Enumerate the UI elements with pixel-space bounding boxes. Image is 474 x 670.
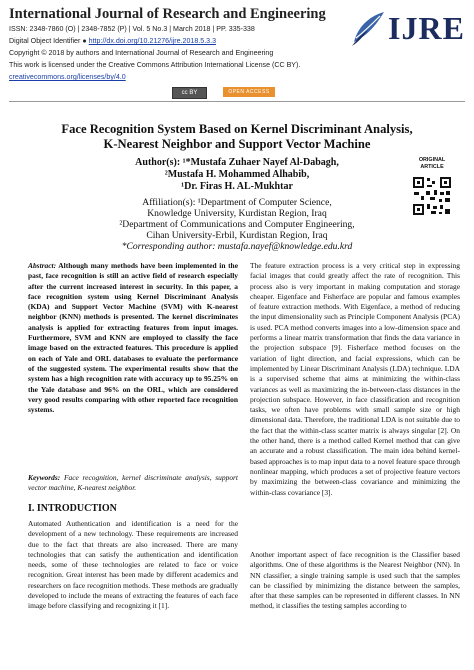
leaf-logo-icon xyxy=(348,8,388,48)
logo-text: IJRE xyxy=(388,10,465,46)
title-line-2: K-Nearest Neighbor and Support Vector Machine xyxy=(103,137,371,151)
keywords xyxy=(28,473,238,494)
abstract-label: Abstract: xyxy=(28,261,57,270)
keywords-label: Keywords: xyxy=(28,473,61,482)
doi-icon: ● xyxy=(82,37,87,45)
journal-title: International Journal of Research and Engineering xyxy=(9,6,326,22)
doi-prefix: Digital Object Identifier xyxy=(9,37,81,45)
right-column-paragraph-1: The feature extraction process is a very critical step in expressing facial images that could greatly affect the rate of recognition. This process also is very important in making computation and storage cheaper. Eigenface and Fisherface are popular and famous examples of feature extraction methods. With Eigenface, a method of reducing the input dimensionality such as Principle Component Analysis (PCA) is used. PCA method converts images into a low-dimension space and performs a linear matrix transformation that finds the data variance in the projection subspace [9]. Fisherface method focuses on the variation of light direction, and facial expressions, which can be implemented by Linear Discriminant Analysis (LDA) technique. LDA is a supervised scheme that aims at minimizing the within-class variances as well as maximizing the in-between-class distances in the projection subspace. However, in face classification and recognition tasks, we often have problems with small sample size or high dimensional data. Therefore, the traditional LDA is not suitable due to the fact that the within-class scatter matrix is always singular [2]. On the other hand, there is a method called Kernel method that can give an accurate and a robust classification. The main idea behind kernel-based approaches is to map input data to a novel feature space through nonlinear mapping, which produces a set of projective feature vectors by maximizing the between-class covariance and minimizing the within-class covariance [3]. xyxy=(250,261,460,497)
title-line-1: Face Recognition System Based on Kernel Discriminant Analysis, xyxy=(61,122,413,136)
affiliation-1: Affiliation(s): ¹Department of Computer Science, xyxy=(142,197,332,208)
doi-link[interactable]: http://dx.doi.org/10.21276/ijre.2018.5.3.3 xyxy=(88,37,217,45)
paper-title xyxy=(0,122,474,152)
abstract-text: Although many methods have been implemented in the past, face recognition is still an active field of research especially after the current increased interest in security. In this paper, a face recognition system using Kernel Discriminant Analysis (KDA) and Support Vector Machine (SVM) with K-nearest neighbor (KNN) methods is presented. The kernel discriminates analysis is applied for extracting features from input images. Furthermore, SVM and KNN are employed to classify the face image based on the extracted features. This procedure is applied on each of Yale and ORL databases to evaluate the performance of the suggested system. The experimental results show that the system has a high recognition rate with accuracy up to 95.25% on the Yale database and 96% on the ORL, which are considered very good results comparing with other reported face recognition systems. xyxy=(28,261,238,415)
issn-line: ISSN: 2348-7860 (O) | 2348-7852 (P) | Vol. 5 No.3 | March 2018 | PP. 335-338 xyxy=(9,25,255,33)
author-3: ¹Dr. Firas H. AL-Mukhtar xyxy=(181,181,293,192)
introduction-text: Automated Authentication and identification is a need for the development of a new technology. These requirements are increased due to the fact that threats are also increased. There are many technologies that can satisfy the authentication and identification needs, some of these technologies are related to face or voice recognition. Great interest has been made by different academics and researchers on face recognition methods. These methods are gradually developed to include the means of extracting the features of each face image before classifying and recognizing it [1]. xyxy=(28,519,238,611)
original-article-label: ORIGINAL ARTICLE xyxy=(418,157,446,170)
affiliation-3: ²Department of Communications and Computer Engineering, xyxy=(119,219,355,230)
ijre-logo xyxy=(348,8,468,48)
right-column-paragraph-2: Another important aspect of face recognition is the Classifier based algorithms. One of these algorithms is the Nearest Neighbor (NN). In NN classifier, a single training sample is used such that the samples can be classified by minimizing the distance between the samples, after that these samples can be represented in different classes. In NN method, it classifies the testing samples according to xyxy=(250,550,460,611)
corresponding-author: *Corresponding author: mustafa.nayef@knowledge.edu.krd xyxy=(121,241,353,252)
header-divider xyxy=(9,101,465,102)
open-access-badge: OPEN ACCESS xyxy=(223,87,275,97)
license-link-line xyxy=(9,73,126,81)
qr-code-icon[interactable] xyxy=(412,176,452,216)
doi-line xyxy=(9,37,216,45)
license-line: This work is licensed under the Creative Commons Attribution International License (CC BY). xyxy=(9,61,301,69)
affiliation-4: Cihan University-Erbil, Kurdistan Region, Iraq xyxy=(146,230,328,241)
author-1: Author(s): ¹*Mustafa Zuhaer Nayef Al-Dabagh, xyxy=(135,157,339,168)
cc-by-badge[interactable]: cc BY xyxy=(172,87,207,99)
keywords-text: Face recognition, kernel discriminate analysis, support vector machine, K-nearest neighbor. xyxy=(28,473,238,493)
section-heading-introduction: I. INTRODUCTION xyxy=(28,503,117,514)
license-link[interactable]: creativecommons.org/licenses/by/4.0 xyxy=(9,73,126,81)
copyright-line: Copyright © 2018 by authors and International Journal of Research and Engineering xyxy=(9,49,274,57)
abstract xyxy=(28,261,238,415)
affiliation-2: Knowledge University, Kurdistan Region, Iraq xyxy=(147,208,327,219)
author-2: ²Mustafa H. Mohammed Alhabib, xyxy=(164,169,310,180)
